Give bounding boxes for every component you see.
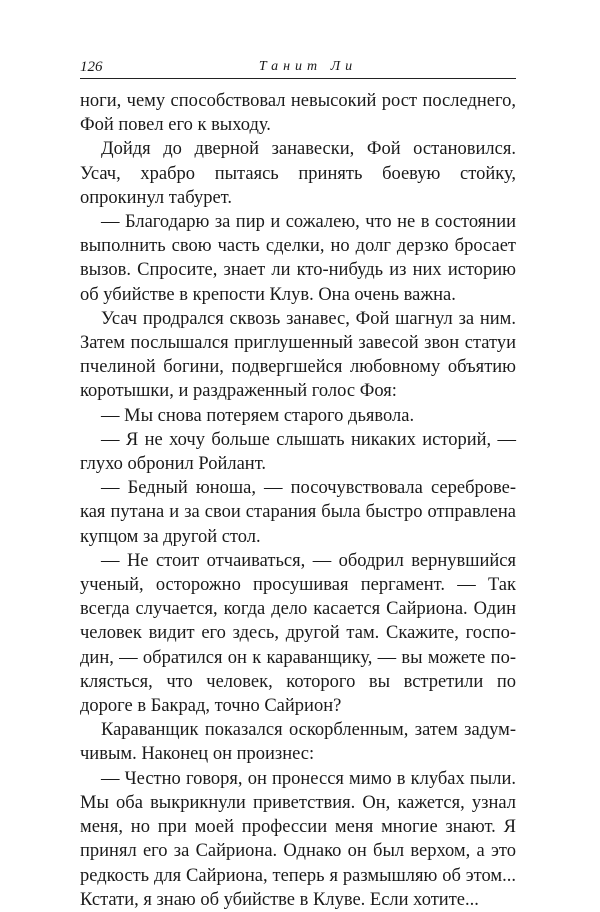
paragraph: ноги, чему способствовал невысокий рост последнего, Фой повел его к выходу. <box>80 91 516 136</box>
running-head <box>80 56 516 79</box>
paragraph: — Я не хочу больше слышать никаких историй, — глухо обронил Ройлант. <box>80 429 516 475</box>
body-text <box>80 89 516 912</box>
paragraph: — Честно говоря, он пронесся мимо в клубах пыли. Мы оба выкрикнули приветствия. Он, кажется, узнал меня, но при моей профессии меня многие знают. Я принял его за Сайриона. Однако он был верхом, а это редкость для Сайриона, теперь я размышляю об этом... Кстати, я знаю об убийстве в Клуве. Если хотите... <box>80 768 516 910</box>
paragraph: Караванщик показался оскорбленным, затем задумчивым. Наконец он произнес: <box>80 720 516 765</box>
paragraph: Усач продрался сквозь занавес, Фой шагнул за ним. Затем послышался приглушенный завесой звон статуи пчелиной богини, подвергшейся любовному объятию коротышки, и раздраженный голос Фоя: <box>80 308 516 402</box>
paragraph: — Не стоит отчаиваться, — ободрил вернувшийся ученый, осторожно просушивая пергамент. — Так всегда случается, когда дело касается Сайриона. Один человек видит его здесь, другой там. Скажите, господин, — обратился он к караванщику, — вы можете поклясться, что человек, которого вы встретили по дороге в Бакрад, точно Сайрион? <box>80 550 516 717</box>
page-number: 126 <box>80 59 103 75</box>
paragraph: — Мы снова потеряем старого дьявола. <box>101 405 415 426</box>
paragraph: — Бедный юноша, — посочувствовала серебровекая путана и за свои старания была быстро отправлена купцом за другой стол. <box>80 478 516 547</box>
paragraph: Дойдя до дверной занавески, Фой остановился. Усач, храбро пытаясь принять боевую стойку, опрокинул табурет. <box>80 139 516 208</box>
paragraph: — Благодарю за пир и сожалею, что не в состоянии выполнить свою часть сделки, но долг дерзко бросает вызов. Спросите, знает ли кто-нибудь из них историю об убийстве в крепости Клув. Она очень важна. <box>80 212 516 305</box>
running-title: Танит Ли <box>258 59 358 74</box>
